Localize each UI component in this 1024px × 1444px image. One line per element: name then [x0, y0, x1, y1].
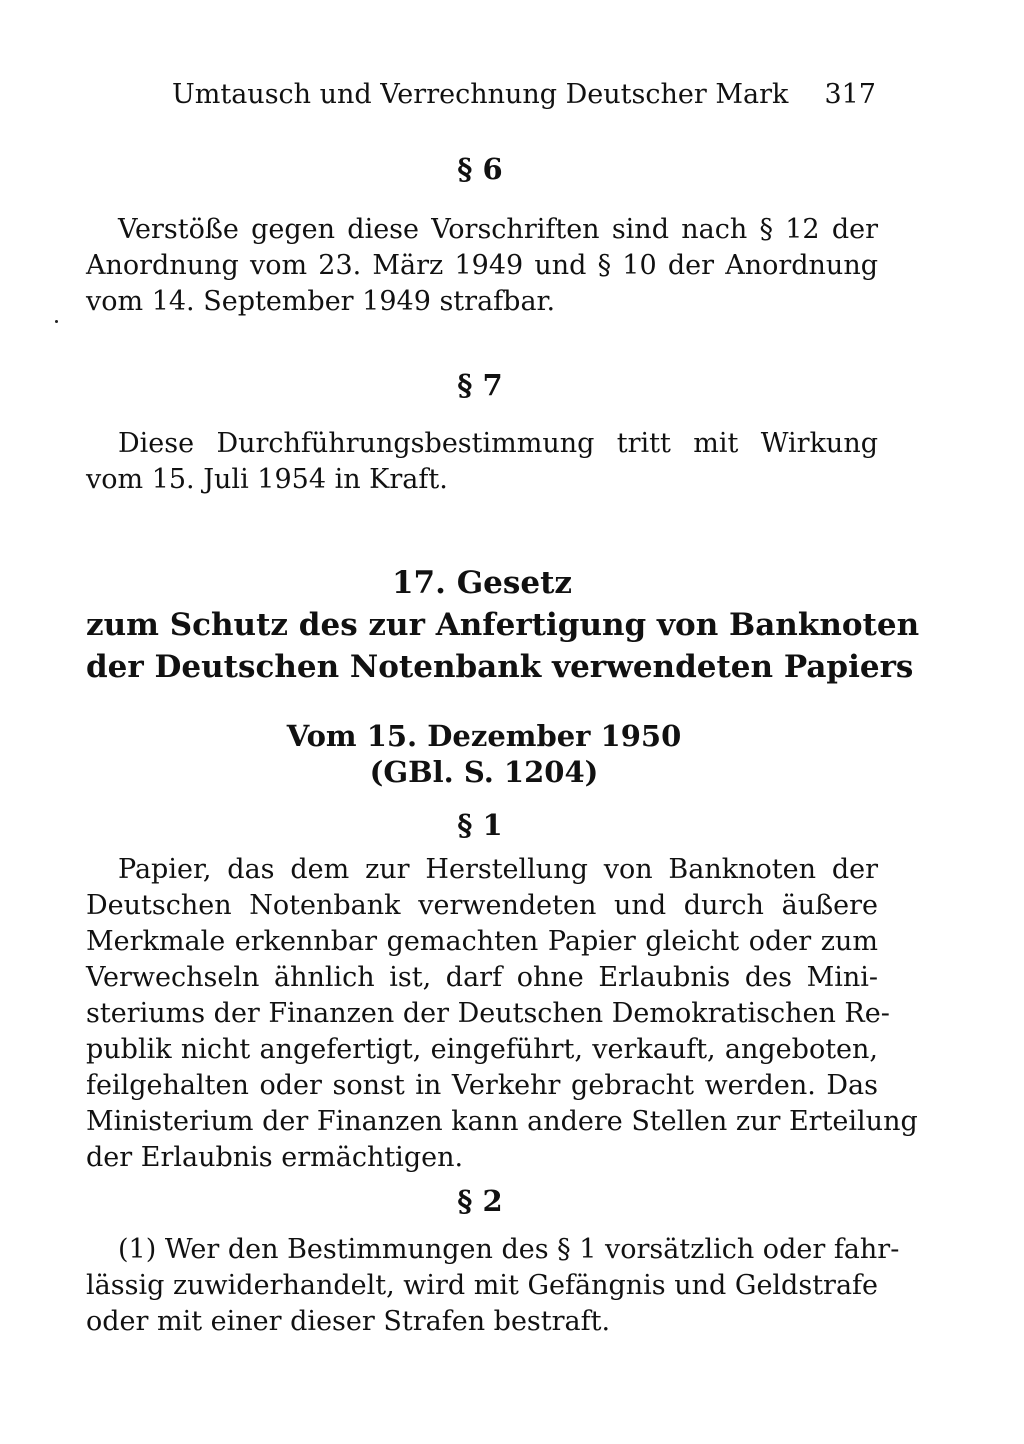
text-line: oder mit einer dieser Strafen bestraft. — [86, 1306, 611, 1337]
section-7-heading: § 7 — [457, 368, 503, 402]
section-2-text — [86, 1232, 900, 1340]
text-line: Verstöße gegen diese Vorschriften sind nach § 12 der — [118, 214, 878, 245]
section-1-text — [86, 852, 918, 1176]
text-line: Merkmale erkennbar gemachten Papier gleicht oder zum — [86, 926, 878, 957]
print-speck — [55, 320, 58, 323]
page-number: 317 — [824, 79, 876, 110]
law-reference: (GBl. S. 1204) — [369, 755, 599, 789]
section-6-text — [86, 212, 878, 320]
running-header-title: Umtausch und Verrechnung Deutscher Mark — [172, 79, 789, 110]
text-line: Deutschen Notenbank verwendeten und durch äußere — [86, 890, 878, 921]
law-title-line: der Deutschen Notenbank verwendeten Papiers — [86, 649, 914, 685]
text-line: Ministerium der Finanzen kann andere Stellen zur Erteilung — [86, 1106, 918, 1137]
text-line: (1) Wer den Bestimmungen des § 1 vorsätzlich oder fahr- — [118, 1234, 900, 1265]
text-line: steriums der Finanzen der Deutschen Demokratischen Re- — [86, 998, 890, 1029]
text-line: Anordnung vom 23. März 1949 und § 10 der Anordnung — [86, 250, 878, 281]
text-line: der Erlaubnis ermächtigen. — [86, 1142, 464, 1173]
text-line: vom 14. September 1949 strafbar. — [86, 286, 556, 317]
section-6-heading: § 6 — [457, 152, 503, 186]
text-line: Verwechseln ähnlich ist, darf ohne Erlaubnis des Mini- — [86, 962, 878, 993]
law-title-number: 17. Gesetz — [391, 565, 573, 601]
text-line: feilgehalten oder sonst in Verkehr gebracht werden. Das — [86, 1070, 878, 1101]
section-2-heading: § 2 — [457, 1184, 503, 1218]
text-line: publik nicht angefertigt, eingeführt, verkauft, angeboten, — [86, 1034, 878, 1065]
text-line: lässig zuwiderhandelt, wird mit Gefängnis und Geldstrafe — [86, 1270, 879, 1301]
section-7-text — [86, 426, 878, 498]
text-line: Papier, das dem zur Herstellung von Banknoten der — [118, 854, 878, 885]
law-title — [86, 562, 920, 688]
section-1-heading: § 1 — [457, 808, 503, 842]
law-date: Vom 15. Dezember 1950 — [286, 719, 682, 753]
law-title-line: zum Schutz des zur Anfertigung von Banknoten — [86, 607, 920, 643]
text-line: vom 15. Juli 1954 in Kraft. — [86, 464, 448, 495]
running-header — [170, 70, 880, 120]
text-line: Diese Durchführungsbestimmung tritt mit Wirkung — [118, 428, 878, 459]
